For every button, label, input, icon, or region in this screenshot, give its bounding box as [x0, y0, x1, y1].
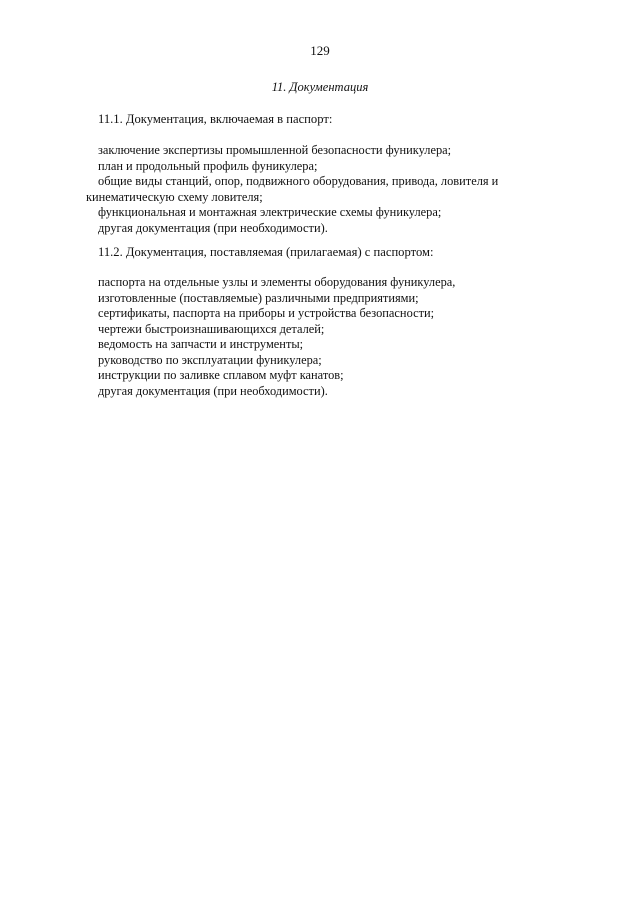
- list-item: чертежи быстроизнашивающихся деталей;: [98, 321, 325, 336]
- list-item: заключение экспертизы промышленной безопасности фуникулера;: [98, 143, 452, 157]
- page-number: 129: [310, 43, 330, 58]
- list-item: сертификаты, паспорта на приборы и устройства безопасности;: [98, 306, 435, 320]
- list-item: другая документация (при необходимости).: [98, 383, 328, 398]
- list-item: другая документация (при необходимости).: [98, 220, 328, 235]
- list-item: план и продольный профиль фуникулера;: [98, 158, 318, 173]
- subsection-1-heading: 11.1. Документация, включаемая в паспорт:: [98, 112, 333, 126]
- list-item-continuation: кинематическую схему ловителя;: [86, 189, 263, 204]
- list-item: инструкции по заливке сплавом муфт канатов;: [98, 368, 344, 382]
- list-item: изготовленные (поставляемые) различными предприятиями;: [98, 290, 419, 305]
- section-title: 11. Документация: [271, 80, 369, 94]
- list-item: руководство по эксплуатации фуникулера;: [98, 352, 322, 367]
- list-item: ведомость на запчасти и инструменты;: [98, 337, 304, 351]
- subsection-1-list: [86, 143, 559, 236]
- list-item: паспорта на отдельные узлы и элементы оборудования фуникулера,: [98, 275, 456, 289]
- list-item: общие виды станций, опор, подвижного оборудования, привода, ловителя и: [98, 174, 499, 188]
- subsection-2-heading: 11.2. Документация, поставляемая (прилагаемая) с паспортом:: [98, 245, 434, 259]
- subsection-2-list: [89, 275, 559, 399]
- list-item: функциональная и монтажная электрические схемы фуникулера;: [98, 205, 442, 219]
